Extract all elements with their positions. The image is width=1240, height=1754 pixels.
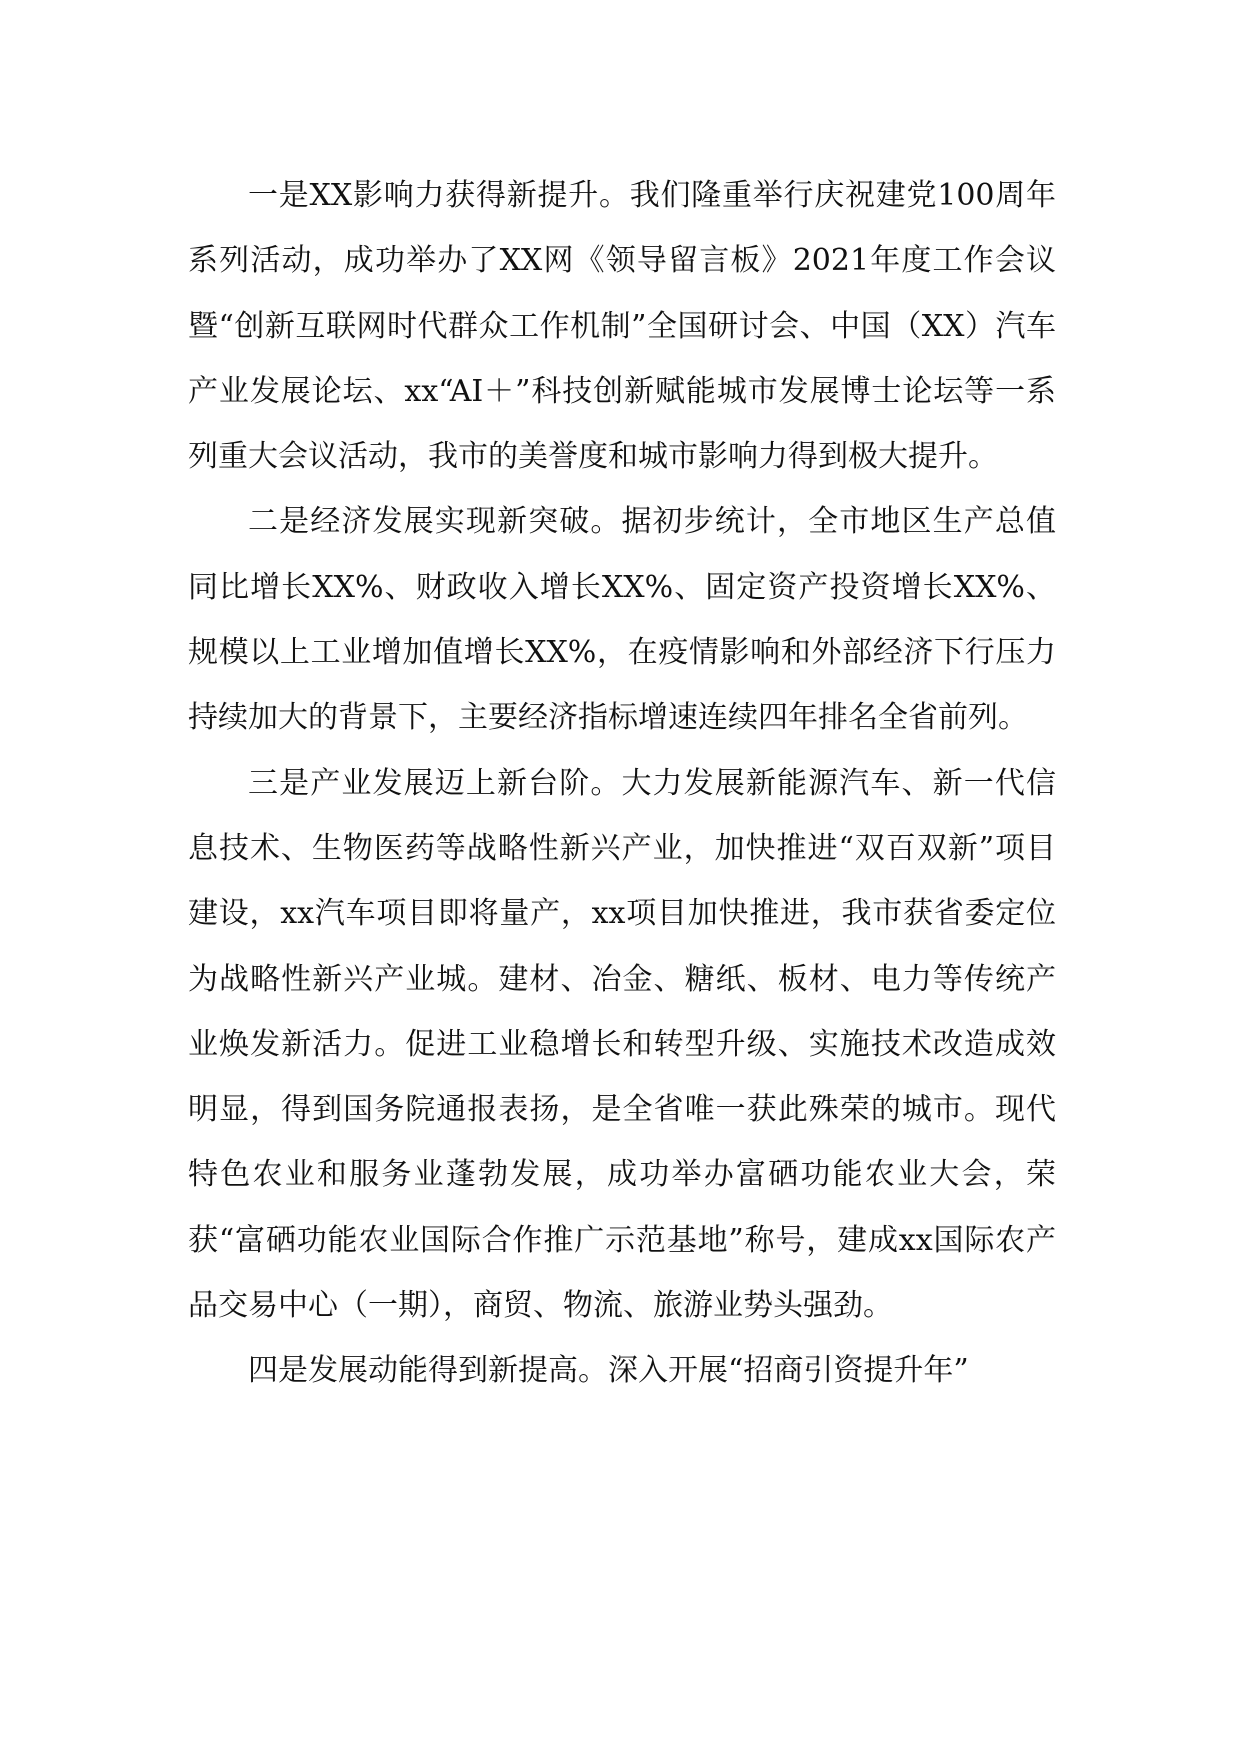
document-page [188, 163, 1056, 1404]
paragraph-2: 二是经济发展实现新突破。据初步统计，全市地区生产总值同比增长XX%、财政收入增长XX%、固定资产投资增长XX%、规模以上工业增加值增长XX%，在疫情影响和外部经济下行压力持续加大的背景下，主要经济指标增速连续四年排名全省前列。 [188, 504, 1056, 736]
paragraph-1: 一是XX影响力获得新提升。我们隆重举行庆祝建党100周年系列活动，成功举办了XX网《领导留言板》2021年度工作会议暨“创新互联网时代群众工作机制”全国研讨会、中国（XX）汽车产业发展论坛、xx“AI＋”科技创新赋能城市发展博士论坛等一系列重大会议活动，我市的美誉度和城市影响力得到极大提升。 [188, 178, 1056, 475]
paragraph-3: 三是产业发展迈上新台阶。大力发展新能源汽车、新一代信息技术、生物医药等战略性新兴产业，加快推进“双百双新”项目建设，xx汽车项目即将量产，xx项目加快推进，我市获省委定位为战略性新兴产业城。建材、冶金、糖纸、板材、电力等传统产业焕发新活力。促进工业稳增长和转型升级、实施技术改造成效明显，得到国务院通报表扬，是全省唯一获此殊荣的城市。现代特色农业和服务业蓬勃发展，成功举办富硒功能农业大会，荣获“富硒功能农业国际合作推广示范基地”称号，建成xx国际农产品交易中心（一期），商贸、物流、旅游业势头强劲。 [188, 765, 1056, 1324]
paragraph-4: 四是发展动能得到新提高。深入开展“招商引资提升年” [248, 1353, 969, 1389]
